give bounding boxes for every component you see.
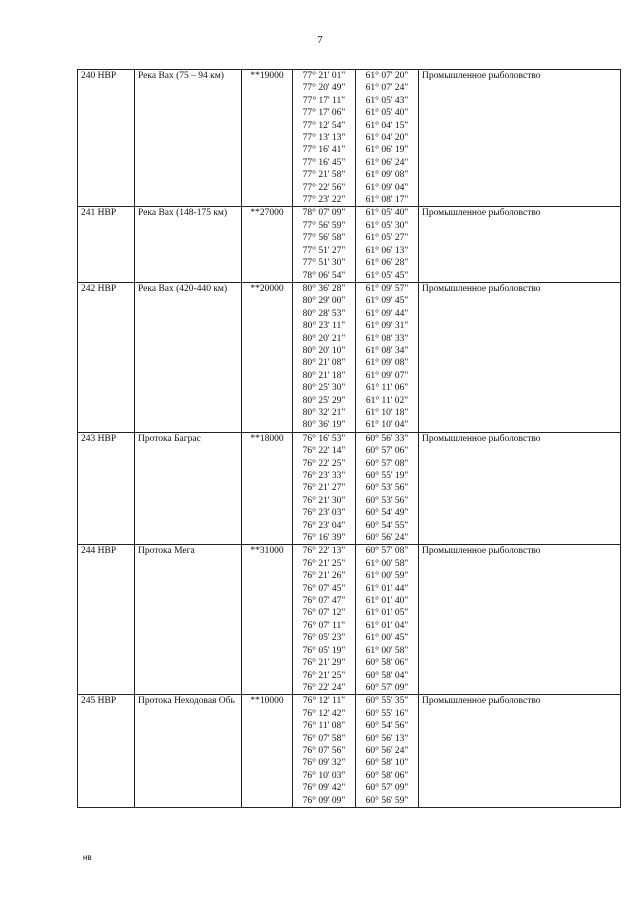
latitude-value: 61° 10' 18" [365,407,409,418]
latitude-list [356,432,419,545]
longitude-value: 76° 21' 30" [302,495,346,506]
table-row [78,207,621,282]
latitude-list [356,545,419,695]
latitude-value: 60° 58' 06" [365,770,409,781]
latitude-value: 60° 55' 35" [365,696,409,707]
latitude-value: 61° 00' 58" [365,558,409,569]
longitude-value: 76° 16' 39" [302,533,346,544]
longitude-value: 80° 25' 30" [302,383,346,394]
longitude-value: 76° 11' 08" [302,721,346,732]
longitude-value: 76° 07' 12" [302,608,346,619]
latitude-value: 61° 10' 04" [365,420,409,431]
longitude-value: 76° 21' 26" [302,571,346,582]
latitude-value: 60° 53' 56" [365,495,409,506]
latitude-value: 60° 55' 19" [365,471,409,481]
longitude-list [293,432,356,545]
latitude-value: 61° 04' 20" [365,133,409,144]
longitude-value: 76° 21' 27" [302,483,346,494]
latitude-value: 61° 01' 05" [365,608,409,619]
longitude-value: 77° 13' 13" [302,133,346,144]
latitude-value: 60° 54' 49" [365,508,409,519]
table-row [78,695,621,808]
latitude-value: 61° 00' 45" [365,633,409,644]
purpose-label: Промышленное рыболовство [419,695,621,808]
longitude-value: 77° 21' 01" [302,71,346,81]
latitude-value: 61° 08' 34" [365,345,409,356]
longitude-value: 77° 17' 06" [302,108,346,119]
latitude-value: 61° 07' 24" [365,83,409,94]
longitude-value: 76° 09' 42" [302,783,346,794]
latitude-value: 61° 06' 19" [365,145,409,156]
area-number: 241 НВР [78,207,135,282]
longitude-value: 77° 23' 22" [302,195,346,206]
latitude-value: 61° 05' 40" [365,108,409,119]
latitude-value: 61° 11' 02" [365,395,409,406]
longitude-value: 77° 17' 11" [302,95,346,106]
latitude-value: 60° 53' 56" [365,483,409,494]
area-size: **10000 [242,695,293,808]
latitude-value: 61° 05' 43" [365,95,409,106]
latitude-value: 61° 06' 24" [365,157,409,168]
footer-mark: нв [83,853,92,862]
longitude-value: 76° 07' 11" [302,620,346,631]
latitude-value: 60° 57' 08" [365,458,409,469]
latitude-list [356,695,419,808]
area-number: 244 НВР [78,545,135,695]
latitude-value: 60° 56' 13" [365,733,409,744]
longitude-value: 76° 22' 14" [302,446,346,457]
water-body-name: Протока Мега [135,545,242,695]
latitude-value: 61° 01' 40" [365,596,409,607]
longitude-list [293,70,356,207]
longitude-value: 76° 07' 45" [302,583,346,594]
longitude-value: 80° 36' 19" [302,420,346,431]
area-size: **31000 [242,545,293,695]
latitude-value: 61° 04' 15" [365,120,409,131]
longitude-value: 80° 21' 18" [302,370,346,381]
longitude-value: 80° 20' 10" [302,345,346,356]
water-body-name: Река Вах (75 – 94 км) [135,70,242,207]
longitude-value: 80° 32' 21" [302,407,346,418]
longitude-value: 76° 22' 13" [302,546,346,557]
longitude-value: 76° 23' 03" [302,508,346,519]
latitude-value: 61° 11' 06" [365,383,409,394]
purpose-label: Промышленное рыболовство [419,70,621,207]
longitude-value: 76° 22' 24" [302,682,346,693]
longitude-list [293,207,356,282]
longitude-value: 76° 09' 09" [302,795,346,806]
area-number: 240 НВР [78,70,135,207]
area-size: **20000 [242,282,293,432]
latitude-value: 61° 09' 08" [365,170,409,181]
purpose-label: Промышленное рыболовство [419,282,621,432]
latitude-value: 60° 57' 09" [365,783,409,794]
longitude-list [293,282,356,432]
latitude-value: 61° 09' 08" [365,358,409,369]
table-row [78,545,621,695]
longitude-value: 76° 05' 23" [302,633,346,644]
area-number: 242 НВР [78,282,135,432]
latitude-value: 60° 58' 10" [365,758,409,769]
longitude-value: 76° 07' 47" [302,596,346,607]
latitude-value: 61° 05' 27" [365,233,409,244]
purpose-label: Промышленное рыболовство [419,545,621,695]
purpose-label: Промышленное рыболовство [419,432,621,545]
longitude-value: 80° 36' 28" [302,283,346,294]
latitude-value: 61° 09' 07" [365,370,409,381]
longitude-value: 76° 07' 58" [302,733,346,744]
latitude-list [356,70,419,207]
latitude-value: 61° 09' 57" [365,283,409,294]
longitude-value: 80° 20' 21" [302,333,346,344]
latitude-value: 60° 57' 06" [365,446,409,457]
latitude-value: 60° 54' 55" [365,520,409,531]
water-body-name: Река Вах (420-440 км) [135,282,242,432]
water-body-name: Протока Баграс [135,432,242,545]
latitude-value: 60° 58' 06" [365,658,409,669]
area-size: **19000 [242,70,293,207]
water-body-name: Река Вах (148-175 км) [135,207,242,282]
longitude-value: 77° 16' 41" [302,145,346,156]
longitude-value: 77° 56' 58" [302,233,346,244]
latitude-value: 61° 05' 40" [365,208,409,219]
longitude-value: 80° 23' 11" [302,321,346,332]
table-row [78,282,621,432]
latitude-value: 61° 00' 58" [365,645,409,656]
longitude-value: 77° 22' 56" [302,182,346,193]
area-size: **18000 [242,432,293,545]
latitude-value: 61° 01' 44" [365,583,409,594]
latitude-value: 61° 09' 04" [365,182,409,193]
longitude-value: 76° 21' 25" [302,670,346,681]
water-body-name: Протока Неходовая Обь [135,695,242,808]
longitude-list [293,695,356,808]
latitude-value: 61° 01' 04" [365,620,409,631]
longitude-value: 80° 21' 08" [302,358,346,369]
table-row [78,432,621,545]
longitude-value: 76° 09' 32" [302,758,346,769]
latitude-value: 61° 07' 20" [365,71,409,81]
latitude-value: 61° 06' 13" [365,245,409,256]
longitude-value: 76° 21' 25" [302,558,346,569]
latitude-value: 61° 00' 59" [365,571,409,582]
longitude-value: 77° 20' 49" [302,83,346,94]
longitude-value: 76° 05' 19" [302,645,346,656]
latitude-value: 60° 54' 56" [365,721,409,732]
latitude-value: 61° 05' 45" [365,270,409,281]
longitude-value: 77° 16' 45" [302,157,346,168]
latitude-value: 61° 09' 45" [365,296,409,307]
longitude-value: 76° 10' 03" [302,770,346,781]
area-number: 243 НВР [78,432,135,545]
longitude-value: 76° 23' 33" [302,471,346,481]
latitude-value: 61° 06' 28" [365,258,409,269]
area-size: **27000 [242,207,293,282]
latitude-value: 61° 08' 17" [365,195,409,206]
latitude-value: 60° 56' 33" [365,433,409,444]
longitude-value: 76° 21' 29" [302,658,346,669]
longitude-value: 80° 29' 00" [302,296,346,307]
table-row [78,70,621,207]
latitude-value: 60° 56' 24" [365,533,409,544]
latitude-value: 61° 09' 44" [365,308,409,319]
longitude-value: 76° 23' 04" [302,520,346,531]
longitude-value: 80° 28' 53" [302,308,346,319]
latitude-value: 60° 55' 16" [365,708,409,719]
latitude-list [356,207,419,282]
latitude-value: 60° 58' 04" [365,670,409,681]
latitude-value: 60° 56' 59" [365,795,409,806]
page-number: 7 [317,34,323,46]
longitude-value: 77° 51' 27" [302,245,346,256]
longitude-value: 78° 07' 09" [302,208,346,219]
latitude-list [356,282,419,432]
latitude-value: 61° 05' 30" [365,220,409,231]
longitude-value: 76° 12' 11" [302,696,346,707]
area-number: 245 НВР [78,695,135,808]
longitude-value: 76° 22' 25" [302,458,346,469]
latitude-value: 61° 09' 31" [365,321,409,332]
longitude-value: 76° 12' 42" [302,708,346,719]
purpose-label: Промышленное рыболовство [419,207,621,282]
longitude-value: 76° 16' 53" [302,433,346,444]
latitude-value: 60° 57' 09" [365,682,409,693]
fishing-areas-table [77,69,621,808]
longitude-value: 77° 51' 30" [302,258,346,269]
latitude-value: 60° 56' 24" [365,745,409,756]
longitude-value: 80° 25' 29" [302,395,346,406]
longitude-value: 76° 07' 56" [302,745,346,756]
longitude-list [293,545,356,695]
latitude-value: 60° 57' 08" [365,546,409,557]
longitude-value: 78° 06' 54" [302,270,346,281]
longitude-value: 77° 12' 54" [302,120,346,131]
longitude-value: 77° 21' 58" [302,170,346,181]
longitude-value: 77° 56' 59" [302,220,346,231]
table-body [78,70,621,808]
latitude-value: 61° 08' 33" [365,333,409,344]
